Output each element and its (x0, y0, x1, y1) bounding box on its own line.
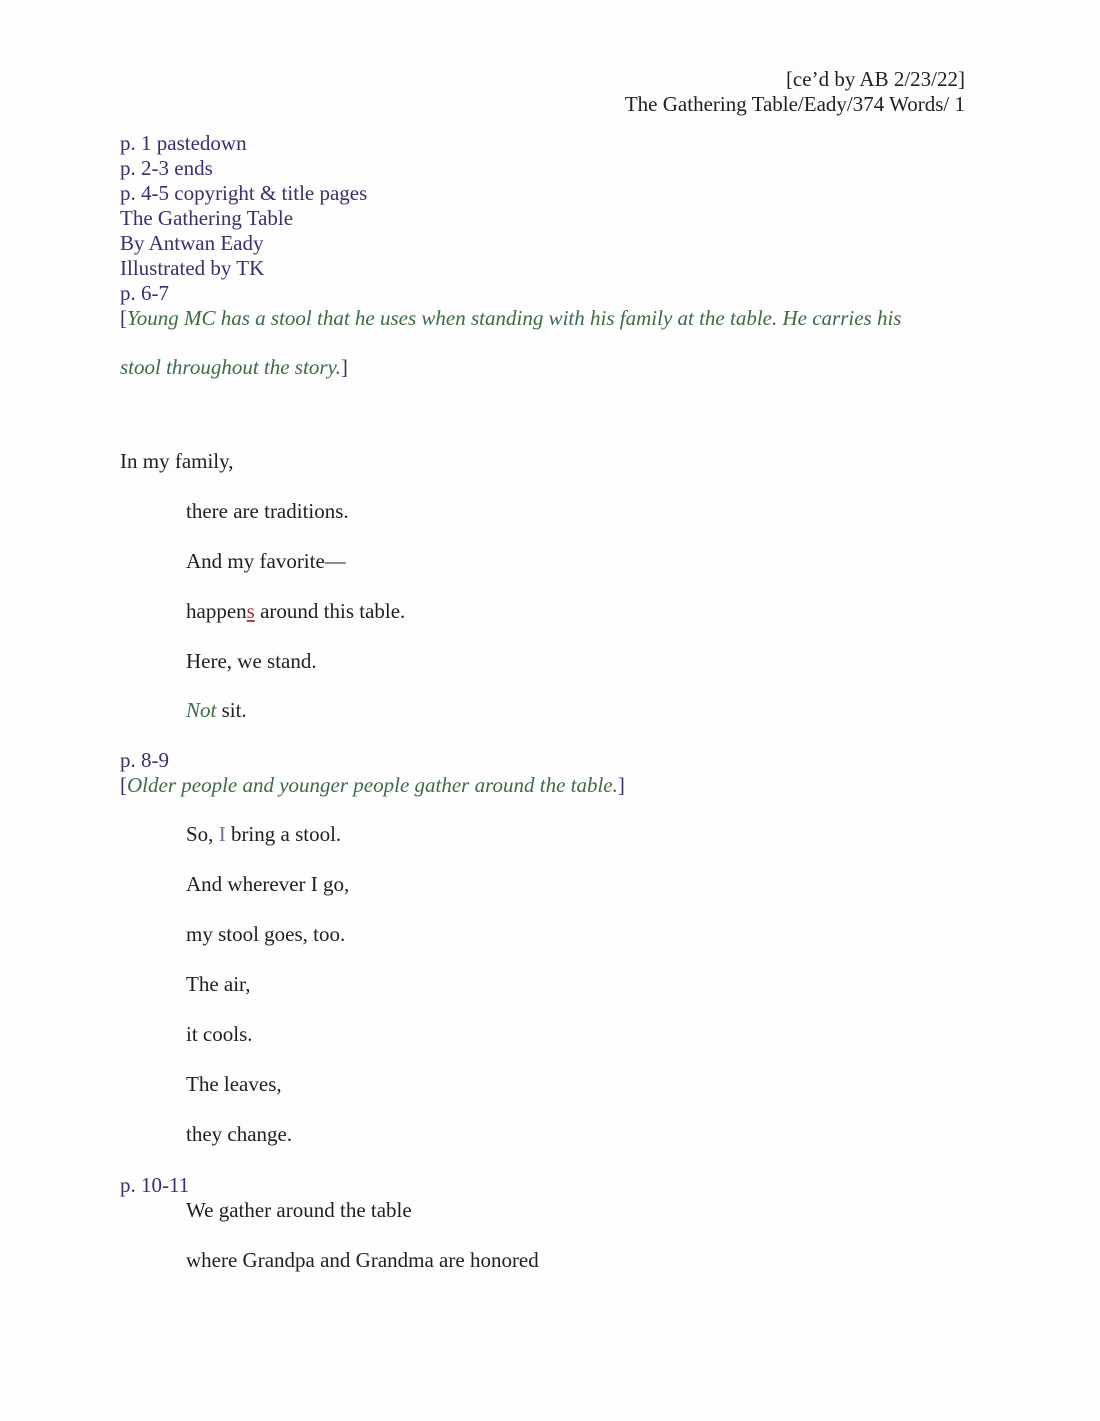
art-note-text: Young MC has a stool that he uses when standing with his family at the table. He carries his (127, 306, 902, 330)
story-word: bring a stool. (225, 822, 342, 846)
art-note-line (120, 306, 901, 331)
page-marker: p. 10-11 (120, 1173, 190, 1197)
art-note-close-bracket: ] (340, 355, 348, 379)
story-line: And wherever I go, (186, 872, 350, 896)
story-line: In my family, (120, 449, 234, 473)
story-line: Here, we stand. (186, 649, 317, 673)
front-matter-line: p. 4-5 copyright & title pages (120, 181, 368, 205)
story-line: The leaves, (186, 1072, 282, 1096)
author-line: By Antwan Eady (120, 231, 264, 255)
art-note-line (120, 773, 625, 798)
story-word: So, (186, 822, 219, 846)
art-note-open-bracket: [ (120, 773, 127, 797)
art-note-text: stool throughout the story. (120, 355, 341, 379)
page-marker: p. 8-9 (120, 748, 169, 772)
copyedit-mark: I (218, 822, 226, 846)
story-word: happen (186, 599, 247, 623)
story-line: they change. (186, 1122, 293, 1146)
copyedit-insertion: s (246, 599, 255, 623)
story-word: sit. (216, 698, 247, 722)
story-line (186, 599, 405, 624)
story-line: We gather around the table (186, 1198, 412, 1222)
front-matter-line: p. 2-3 ends (120, 156, 213, 180)
page-marker: p. 6-7 (120, 281, 169, 305)
art-note-text: Older people and younger people gather around the table. (127, 773, 618, 797)
book-title: The Gathering Table (120, 206, 294, 230)
emphasis-word: Not (186, 698, 217, 722)
story-line: where Grandpa and Grandma are honored (186, 1248, 539, 1272)
story-line: there are traditions. (186, 499, 349, 523)
copyedit-stamp: [ce’d by AB 2/23/22] (785, 67, 965, 91)
running-header: The Gathering Table/Eady/374 Words/ 1 (624, 92, 965, 116)
story-line: it cools. (186, 1022, 253, 1046)
story-word: around this table. (254, 599, 406, 623)
story-line (186, 698, 247, 723)
art-note-close-bracket: ] (617, 773, 625, 797)
art-note-open-bracket: [ (120, 306, 127, 330)
front-matter-line: p. 1 pastedown (120, 131, 247, 155)
illustrator-line: Illustrated by TK (120, 256, 265, 280)
story-line: my stool goes, too. (186, 922, 346, 946)
art-note-line (120, 355, 348, 380)
story-line: The air, (186, 972, 251, 996)
story-line: And my favorite— (186, 549, 346, 573)
story-line (186, 822, 341, 847)
